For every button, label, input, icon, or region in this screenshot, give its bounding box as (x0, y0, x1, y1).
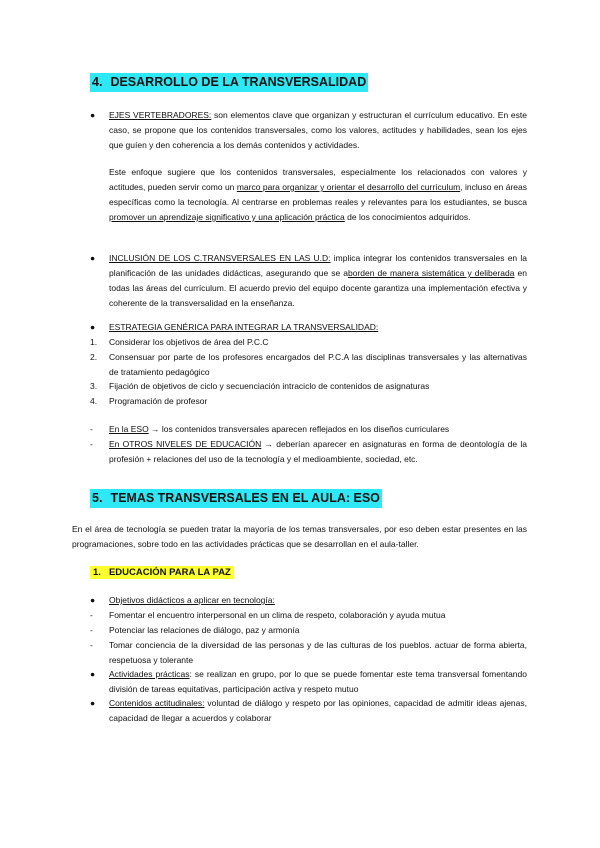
objetivo-item: Potenciar las relaciones de diálogo, paz y armonía (109, 625, 300, 635)
estrategia-item: Considerar los objetivos de área del P.C.C (109, 337, 269, 347)
enfoque-paragraph (109, 165, 527, 225)
section-4-heading (90, 73, 368, 92)
actividades-text: : se realizan en grupo, por lo que se puede fomentar este tema transversal fomentando división de tareas equitativas, participación activa y respeto mutuo (109, 669, 527, 694)
eso-label: En la ESO (109, 424, 149, 434)
objetivos-label: Objetivos didácticos a aplicar en tecnología: (109, 595, 275, 605)
educacion-paz-title: EDUCACIÓN PARA LA PAZ (108, 567, 231, 578)
inclusion-text-2: en todas las áreas del currículum. El acuerdo previo del equipo docente garantiza una implementación efectiva y coherente de la transversalidad en la enseñanza. (109, 268, 527, 308)
bullet-marker: ● (90, 253, 96, 263)
ejes-text: son elementos clave que organizan y estructuran el currículum educativo. En este caso, se propone que los contenidos transversales, como los valores, actitudes y habilidades, sean los ejes que guíen y den coherencia a los demás contenidos y actividades. (109, 110, 528, 150)
educacion-paz-heading (90, 566, 234, 579)
otros-label: En OTROS NIVELES DE EDUCACIÓN (109, 439, 262, 449)
enfoque-underlined-2: promover un aprendizaje significativo y una aplicación práctica (109, 212, 345, 222)
section-5-heading (90, 489, 382, 508)
inclusion-paragraph (109, 251, 527, 311)
contenidos-paragraph (109, 696, 527, 726)
objetivo-item: Tomar conciencia de la diversidad de las personas y de las culturas de los pueblos. actuar de forma abierta, respetuosa y tolerante (109, 640, 527, 665)
educacion-paz-number: 1. (93, 567, 101, 578)
enfoque-text-1: Este enfoque sugiere que los contenidos transversales, especialmente los relacionados con valores y actitudes, pueden servir como un (109, 167, 527, 192)
bullet-marker: ● (90, 669, 96, 679)
bullet-marker: ● (90, 698, 96, 708)
actividades-paragraph (109, 667, 527, 697)
eso-text: → los contenidos transversales aparecen reflejados en los diseños curriculares (148, 424, 450, 434)
list-number: 4. (90, 396, 98, 406)
dash-marker: - (90, 439, 93, 449)
dash-marker: - (90, 625, 93, 635)
estrategia-item: Programación de profesor (109, 396, 208, 406)
section-5-title: TEMAS TRANSVERSALES EN EL AULA: ESO (110, 491, 380, 505)
list-number: 3. (90, 381, 98, 391)
inclusion-label: INCLUSIÓN DE LOS C.TRANSVERSALES EN LAS U.D: (109, 253, 331, 263)
section-4-title: DESARROLLO DE LA TRANSVERSALIDAD (110, 75, 367, 89)
enfoque-underlined-1: marco para organizar y orientar el desarrollo del currículum (236, 182, 461, 192)
section-5-number: 5. (92, 491, 103, 505)
dash-marker: - (90, 610, 93, 620)
list-number: 2. (90, 352, 98, 362)
inclusion-underlined: borden de manera sistemática y deliberada (347, 268, 515, 278)
estrategia-label: ESTRATEGIA GENÉRICA PARA INTEGRAR LA TRANSVERSALIDAD: (109, 322, 379, 332)
list-number: 1. (90, 337, 98, 347)
bullet-marker: ● (90, 595, 96, 605)
actividades-label: Actividades prácticas (109, 669, 190, 679)
enfoque-text-2: , incluso en áreas específicas como la tecnología. Al centrarse en problemas reales y relevantes para los estudiantes, se busca (109, 182, 527, 207)
bullet-marker: ● (90, 110, 96, 120)
inclusion-text-1: implica integrar los contenidos transversales en la planificación de las unidades didácticas, asegurando que se a (109, 253, 527, 278)
section-4-number: 4. (92, 75, 103, 89)
section-5-intro: En el área de tecnología se pueden tratar la mayoría de los temas transversales, por eso deben estar presentes en las programaciones, sobre todo en las actividades prácticas que se desarrollan en el aula-taller. (72, 524, 527, 549)
ejes-paragraph (109, 108, 527, 153)
ejes-label: EJES VERTEBRADORES: (109, 110, 212, 120)
dash-marker: - (90, 640, 93, 650)
enfoque-text-3: de los conocimientos adquiridos. (344, 212, 471, 222)
otros-text: → deberían aparecer en asignaturas en forma de deontología de la profesión + relaciones del uso de la tecnología y el medioambiente, sociedad, etc. (109, 439, 527, 464)
eso-line (109, 422, 527, 437)
otros-niveles-paragraph (109, 437, 527, 467)
objetivo-item: Fomentar el encuentro interpersonal en un clima de respeto, colaboración y ayuda mutua (109, 610, 446, 620)
contenidos-label: Contenidos actitudinales: (109, 698, 205, 708)
estrategia-item: Consensuar por parte de los profesores encargados del P.C.A las disciplinas transversales y las alternativas de tratamiento pedagógico (109, 352, 527, 377)
estrategia-item: Fijación de objetivos de ciclo y secuenciación intraciclo de contenidos de asignaturas (109, 381, 430, 391)
contenidos-text: voluntad de diálogo y respeto por las opiniones, capacidad de admitir ideas ajenas, capacidad de llegar a acuerdos y colaborar (109, 698, 527, 723)
bullet-marker: ● (90, 322, 96, 332)
dash-marker: - (90, 424, 93, 434)
